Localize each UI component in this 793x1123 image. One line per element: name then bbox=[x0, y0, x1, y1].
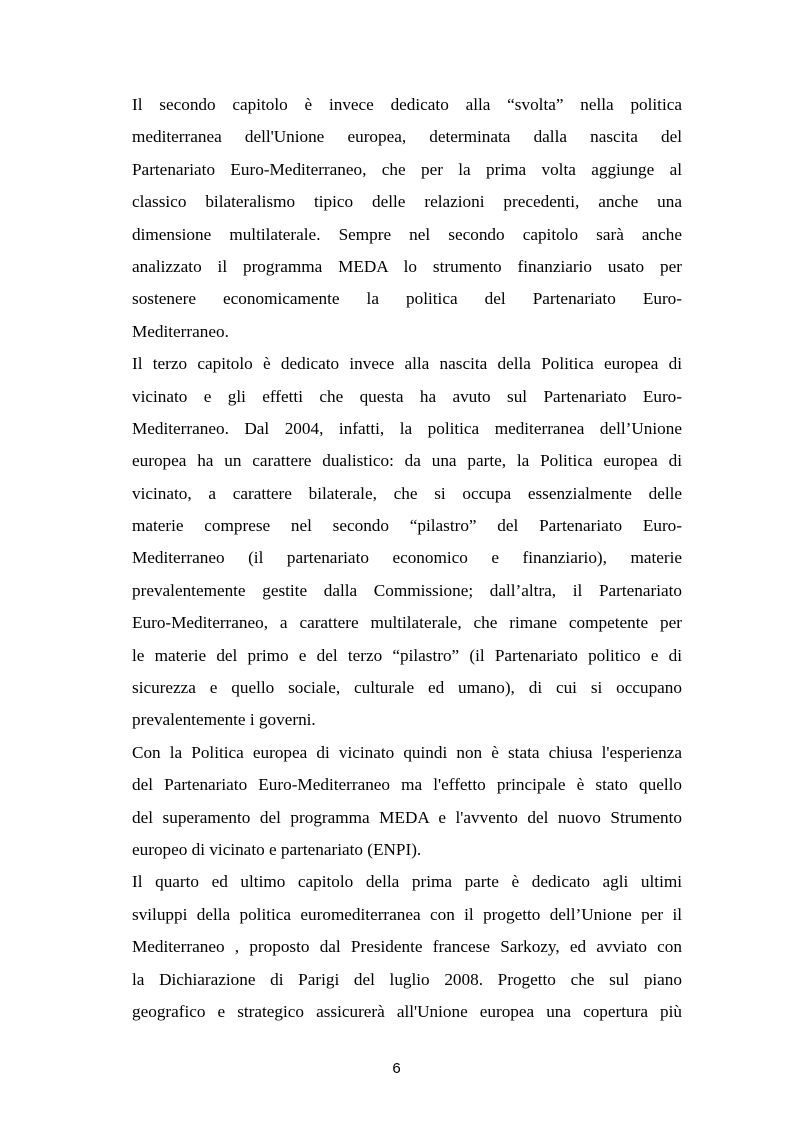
text-line: del superamento del programma MEDA e l'avvento del nuovo Strumento bbox=[132, 807, 682, 827]
text-line: vicinato, a carattere bilaterale, che si occupa essenzialmente delle bbox=[132, 483, 682, 503]
text-line: Euro-Mediterraneo, a carattere multilaterale, che rimane competente per bbox=[132, 613, 682, 633]
text-line: Il quarto ed ultimo capitolo della prima parte è dedicato agli ultimi bbox=[132, 872, 682, 892]
text-line: classico bilateralismo tipico delle relazioni precedenti, anche una bbox=[132, 192, 682, 212]
text-line: Con la Politica europea di vicinato quindi non è stata chiusa l'esperienza bbox=[132, 742, 682, 762]
text-line: vicinato e gli effetti che questa ha avuto sul Partenariato Euro- bbox=[132, 386, 682, 406]
text-line: prevalentemente i governi. bbox=[132, 710, 316, 730]
text-line: analizzato il programma MEDA lo strumento finanziario usato per bbox=[132, 256, 682, 276]
text-line: sostenere economicamente la politica del Partenariato Euro- bbox=[132, 289, 682, 309]
page-number: 6 bbox=[392, 1060, 401, 1077]
text-line: Mediterraneo (il partenariato economico e finanziario), materie bbox=[132, 548, 682, 568]
text-line: Il terzo capitolo è dedicato invece alla nascita della Politica europea di bbox=[132, 354, 682, 374]
text-line: sicurezza e quello sociale, culturale ed umano), di cui si occupano bbox=[132, 678, 682, 698]
text-line: europea ha un carattere dualistico: da una parte, la Politica europea di bbox=[132, 451, 682, 471]
text-line: del Partenariato Euro-Mediterraneo ma l'effetto principale è stato quello bbox=[132, 775, 682, 795]
text-line: Mediterraneo. bbox=[132, 321, 229, 341]
text-line: materie comprese nel secondo “pilastro” del Partenariato Euro- bbox=[132, 516, 682, 536]
text-line: la Dichiarazione di Parigi del luglio 2008. Progetto che sul piano bbox=[132, 969, 682, 989]
text-line: europeo di vicinato e partenariato (ENPI). bbox=[132, 839, 422, 859]
text-line: mediterranea dell'Unione europea, determinata dalla nascita del bbox=[132, 127, 682, 147]
text-line: geografico e strategico assicurerà all'Unione europea una copertura più bbox=[132, 1001, 682, 1021]
text-line: Partenariato Euro-Mediterraneo, che per la prima volta aggiunge al bbox=[132, 159, 682, 179]
text-line: Mediterraneo , proposto dal Presidente francese Sarkozy, ed avviato con bbox=[132, 937, 682, 957]
text-line: sviluppi della politica euromediterranea con il progetto dell’Unione per il bbox=[132, 904, 682, 924]
text-line: Il secondo capitolo è invece dedicato alla “svolta” nella politica bbox=[132, 95, 682, 114]
body-text bbox=[132, 89, 682, 1028]
text-line: prevalentemente gestite dalla Commissione; dall’altra, il Partenariato bbox=[132, 580, 682, 600]
text-line: le materie del primo e del terzo “pilastro” (il Partenariato politico e di bbox=[132, 645, 682, 665]
text-line: dimensione multilaterale. Sempre nel secondo capitolo sarà anche bbox=[132, 224, 682, 244]
text-line: Mediterraneo. Dal 2004, infatti, la politica mediterranea dell’Unione bbox=[132, 418, 682, 438]
